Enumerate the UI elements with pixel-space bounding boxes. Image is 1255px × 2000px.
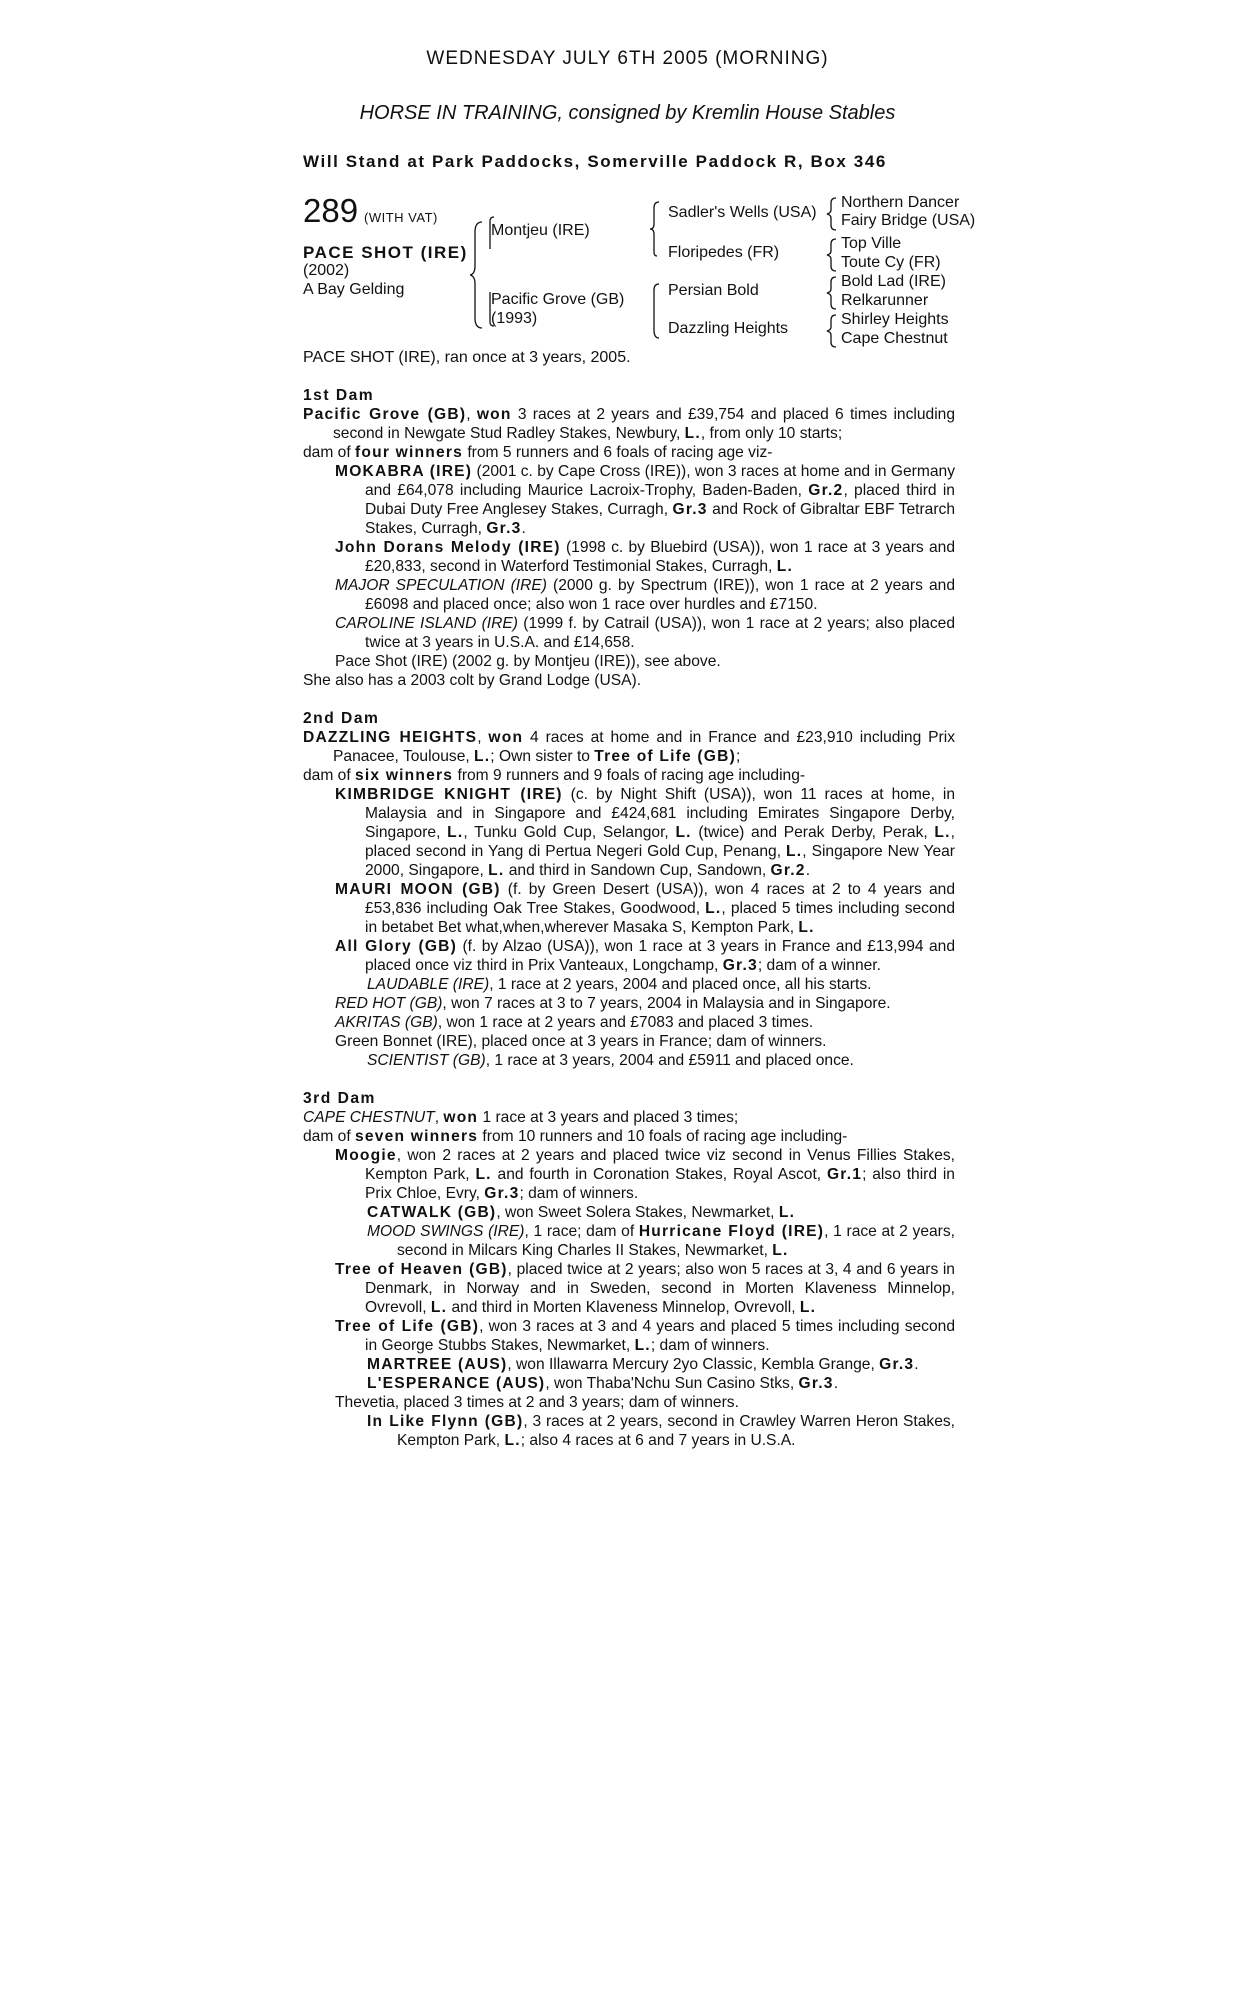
race-summary: PACE SHOT (IRE), ran once at 3 years, 2005. [303,349,631,366]
horse-name: John Dorans Melody (IRE) [335,539,561,556]
horse-name: LAUDABLE (IRE) [367,976,490,993]
record-text: , 1 race at 2 years, 2004 and placed once, all his starts. [489,976,872,993]
pedigree-brace-dam-line [649,280,661,342]
record-text: , won Thaba'Nchu Sun Casino Stks, [545,1375,799,1392]
pedigree-g3: Top Ville [841,235,902,252]
listed-mark: L. [772,1242,789,1259]
produce-catwalk [303,1203,955,1222]
record-text: (1999 f. by Catrail (USA)), won 1 race at 2 years; also placed twice at 3 years in U.S.A. and £14,658. [365,615,955,651]
first-dam-produce [303,443,955,462]
produce-major-speculation [303,576,955,614]
record-text: and third in Sandown Cup, Sandown, [504,862,771,879]
listed-mark: L. [798,919,815,936]
group-mark: Gr.2 [770,862,806,879]
group-mark: Gr.3 [879,1356,915,1373]
record-text: (f. by Alzao (USA)), won 1 race at 3 years in France and £13,994 and placed once viz third in Prix Vanteaux, Longchamp, [365,938,955,974]
listed-mark: L. [634,1337,651,1354]
horse-name: Tree of Heaven (GB) [335,1261,508,1278]
listed-mark: L. [447,824,464,841]
pedigree-brace-main [470,220,484,330]
pedigree-sire-dam: Floripedes (FR) [668,244,780,261]
record-text: ; dam of winners. [519,1185,639,1202]
record-text: , Tunku Gold Cup, Selangor, [463,824,676,841]
record-text: , won 3 races at 3 and 4 years and placed 5 times including second in George Stubbs Stakes, Newmarket, [365,1318,955,1354]
consignment-line: HORSE IN TRAINING, consigned by Kremlin House Stables [359,102,896,124]
horse-name: KIMBRIDGE KNIGHT (IRE) [335,786,563,803]
record-text: from 10 runners and 10 foals of racing age including- [478,1128,848,1145]
vat-note: (WITH VAT) [364,210,438,225]
listed-mark: L. [474,748,491,765]
listed-mark: L. [504,1432,521,1449]
horse-description: A Bay Gelding [303,281,405,298]
horse-name: In Like Flynn (GB) [367,1413,524,1430]
produce-john-dorans [303,538,955,576]
produce-red-hot [303,994,955,1013]
second-dam-intro: DAZZLING HEIGHTS, won 4 races at home and in France and £23,910 including Prix Panacee, Toulouse, L.; Own sister to Tree of Life (GB); [303,729,955,765]
pedigree-brace-g12 [826,196,838,232]
third-dam-produce [303,1127,955,1146]
listed-mark: L. [684,425,701,442]
third-dam-heading: 3rd Dam [303,1090,376,1107]
record-text: , won 7 races at 3 to 7 years, 2004 in Malaysia and in Singapore. [442,995,891,1012]
record-text: ; also 4 races at 6 and 7 years in U.S.A. [520,1432,796,1449]
dam-name: Pacific Grove (GB) [303,406,467,423]
pedigree-g1: Northern Dancer [841,194,960,211]
pedigree-g2: Fairy Bridge (USA) [841,212,976,229]
record-text: 3 races at 2 years and £39,754 and placed 6 times including second in Newgate Stud Radley Stakes, Newbury, [333,406,956,442]
record-text: , 1 race at 2 years, second in Milcars King Charles II Stakes, Newmarket, [397,1223,955,1259]
record-text: ; dam of winners. [650,1337,770,1354]
pedigree-g4: Toute Cy (FR) [841,254,941,271]
horse-name: MOKABRA (IRE) [335,463,473,480]
record-text: 4 races at home and in France and £23,910 including Prix Panacee, Toulouse, [333,729,955,765]
listed-mark: L. [675,824,692,841]
produce-all-glory [303,937,955,975]
record-text: dam of [303,444,356,461]
produce-kimbridge-knight [303,785,955,880]
produce-mood-swings [303,1222,955,1260]
horse-name: Tree of Life (GB) [335,1318,480,1335]
first-dam-heading: 1st Dam [303,387,375,404]
horse-name: L'ESPERANCE (AUS) [367,1375,546,1392]
listed-mark: L. [778,1204,796,1221]
listed-mark: L. [475,1166,492,1183]
record-text: (f. by Green Desert (USA)), won 4 races at 2 to 4 years and £53,836 including Oak Tree Stakes, Goodwood, [365,881,956,917]
listed-mark: L. [430,1299,448,1316]
pedigree-brace-g34 [826,237,838,273]
winners-count: six winners [355,767,454,784]
produce-mokabra [303,462,955,538]
record-text: ; [736,748,741,765]
record-text: , 1 race at 3 years, 2004 and £5911 and placed once. [485,1052,854,1069]
pedigree-sire-sire: Sadler's Wells (USA) [668,204,817,221]
record-text: (c. by Night Shift (USA)), won 11 races at home, in Malaysia and in Singapore and £424,681 including Emirates Singapore Derby, Singapore, [365,786,955,841]
listed-mark: L. [488,862,505,879]
listed-mark: L. [799,1299,817,1316]
dam-name: CAPE CHESTNUT [303,1109,435,1126]
record-text: ; Own sister to [490,748,595,765]
group-mark: Gr.3 [722,957,758,974]
stand-location: Will Stand at Park Paddocks, Somerville Paddock R, Box 346 [303,152,887,171]
record-text: , won Sweet Solera Stakes, Newmarket, [496,1204,779,1221]
winners-count: four winners [355,444,463,461]
produce-green-bonnet: Green Bonnet (IRE), placed once at 3 years in France; dam of winners. [335,1033,827,1050]
won-label: won [443,1109,479,1126]
horse-name: MARTREE (AUS) [367,1356,508,1373]
produce-thevetia: Thevetia, placed 3 times at 2 and 3 years; dam of winners. [335,1394,739,1411]
horse-name: All Glory (GB) [335,938,458,955]
horse-name: Moogie [335,1147,397,1164]
listed-mark: L. [786,843,803,860]
pedigree-dam: Pacific Grove (GB) [491,291,625,308]
produce-moogie [303,1146,955,1203]
horse-name: RED HOT (GB) [335,995,443,1012]
record-text: , placed third in Dubai Duty Free Anglesey Stakes, Curragh, [365,482,955,518]
produce-pace-shot: Pace Shot (IRE) (2002 g. by Montjeu (IRE)), see above. [335,653,721,670]
sale-date: WEDNESDAY JULY 6TH 2005 (MORNING) [426,48,829,69]
group-mark: Gr.3 [798,1375,834,1392]
record-text: , 1 race; dam of [524,1223,639,1240]
pedigree-g6: Relkarunner [841,292,929,309]
second-dam-heading: 2nd Dam [303,710,380,727]
horse-name: MAJOR SPECULATION (IRE) [335,577,547,594]
record-text: and third in Morten Klaveness Minnelop, Ovrevoll, [447,1299,800,1316]
listed-mark: L. [705,900,722,917]
pedigree-brace-sire-line [649,200,661,258]
record-text: , 3 races at 2 years, second in Crawley Warren Heron Stakes, Kempton Park, [397,1413,956,1449]
produce-caroline-island [303,614,955,652]
first-dam-intro: Pacific Grove (GB), won 3 races at 2 years and £39,754 and placed 6 times including second in Newgate Stud Radley Stakes, Newbury, L., from only 10 starts; [303,406,956,442]
horse-name: AKRITAS (GB) [335,1014,438,1031]
record-text: , from only 10 starts; [700,425,843,442]
produce-scientist [303,1051,955,1070]
group-mark: Gr.2 [808,482,844,499]
record-text: ; dam of a winner. [757,957,881,974]
pedigree-dam-year: (1993) [491,310,538,327]
horse-year: (2002) [303,262,350,279]
record-text: . [914,1356,919,1373]
record-text: . [833,1375,839,1392]
sister-name: Tree of Life (GB) [594,748,736,765]
record-text: , placed second in Yang di Pertua Negeri Gold Cup, Penang, [365,824,955,860]
lot-number: 289 [303,192,359,229]
first-dam-also: She also has a 2003 colt by Grand Lodge (USA). [303,672,642,689]
pedigree-dam-sire: Persian Bold [668,282,759,299]
horse-name: SCIENTIST (GB) [367,1052,486,1069]
record-text: dam of [303,1128,356,1145]
record-text: and Rock of Gibraltar EBF Tetrarch Stakes, Curragh, [365,501,956,537]
produce-akritas [303,1013,955,1032]
produce-tree-of-life [303,1317,955,1355]
winners-count: seven winners [355,1128,479,1145]
group-mark: Gr.3 [672,501,708,518]
listed-mark: L. [776,558,793,575]
pedigree-sire: Montjeu (IRE) [491,222,590,239]
record-text: , Singapore New Year 2000, Singapore, [365,843,956,879]
record-text: . [805,862,811,879]
horse-name: Hurricane Floyd (IRE) [638,1223,825,1240]
pedigree-g5: Bold Lad (IRE) [841,273,946,290]
record-text: ; also third in Prix Chloe, Evry, [365,1166,955,1202]
record-text: dam of [303,767,356,784]
pedigree-brace-g78 [826,313,838,349]
record-text: from 5 runners and 6 foals of racing age viz- [463,444,773,461]
record-text: , won 1 race at 2 years and £7083 and placed 3 times. [437,1014,814,1031]
second-dam-produce [303,766,955,785]
record-text: (2000 g. by Spectrum (IRE)), won 1 race at 2 years and £6098 and placed once; also won 1 race over hurdles and £7150. [365,577,955,613]
record-text: , placed twice at 2 years; also won 5 races at 3, 4 and 6 years in Denmark, in Norway and in Sweden, second in Morten Klaveness Minnelop, Ovrevoll, [365,1261,955,1316]
group-mark: Gr.3 [486,520,522,537]
group-mark: Gr.1 [826,1166,863,1183]
horse-name: CAROLINE ISLAND (IRE) [335,615,518,632]
produce-lesperance [303,1374,955,1393]
record-text: , won 2 races at 2 years and placed twice viz second in Venus Fillies Stakes, Kempton Park, [365,1147,955,1183]
record-text: from 9 runners and 9 foals of racing age including- [453,767,806,784]
produce-martree [303,1355,955,1374]
horse-name: PACE SHOT (IRE) [303,243,468,262]
pedigree-brace-g56 [826,275,838,311]
record-text: , placed 5 times including second in betabet Bet what,when,wherever Masaka S, Kempton Park, [365,900,955,936]
third-dam-intro: CAPE CHESTNUT, won 1 race at 3 years and placed 3 times; [303,1109,739,1126]
produce-in-like-flynn [303,1412,955,1450]
produce-laudable [303,975,955,994]
record-text: , won Illawarra Mercury 2yo Classic, Kembla Grange, [507,1356,880,1373]
produce-mauri-moon [303,880,955,937]
pedigree-g7: Shirley Heights [841,311,949,328]
horse-name: MAURI MOON (GB) [335,881,501,898]
record-text: 1 race at 3 years and placed 3 times; [478,1109,739,1126]
dam-records [303,386,955,1450]
won-label: won [488,729,524,746]
record-text: (1998 c. by Bluebird (USA)), won 1 race at 3 years and £20,833, second in Waterford Testimonial Stakes, Curragh, [365,539,955,575]
record-text: . [521,520,526,537]
listed-mark: L. [934,824,951,841]
pedigree-g8: Cape Chestnut [841,330,948,347]
record-text: and fourth in Coronation Stakes, Royal Ascot, [491,1166,827,1183]
won-label: won [476,406,512,423]
produce-tree-of-heaven [303,1260,955,1317]
horse-name: CATWALK (GB) [367,1204,497,1221]
dam-name: DAZZLING HEIGHTS [303,729,478,746]
pedigree-dam-dam: Dazzling Heights [668,320,789,337]
group-mark: Gr.3 [484,1185,520,1202]
record-text: (twice) and Perak Derby, Perak, [691,824,935,841]
record-text: (2001 c. by Cape Cross (IRE)), won 3 races at home and in Germany and £64,078 including Maurice Lacroix-Trophy, Baden-Baden, [365,463,955,499]
horse-name: MOOD SWINGS (IRE) [367,1223,525,1240]
